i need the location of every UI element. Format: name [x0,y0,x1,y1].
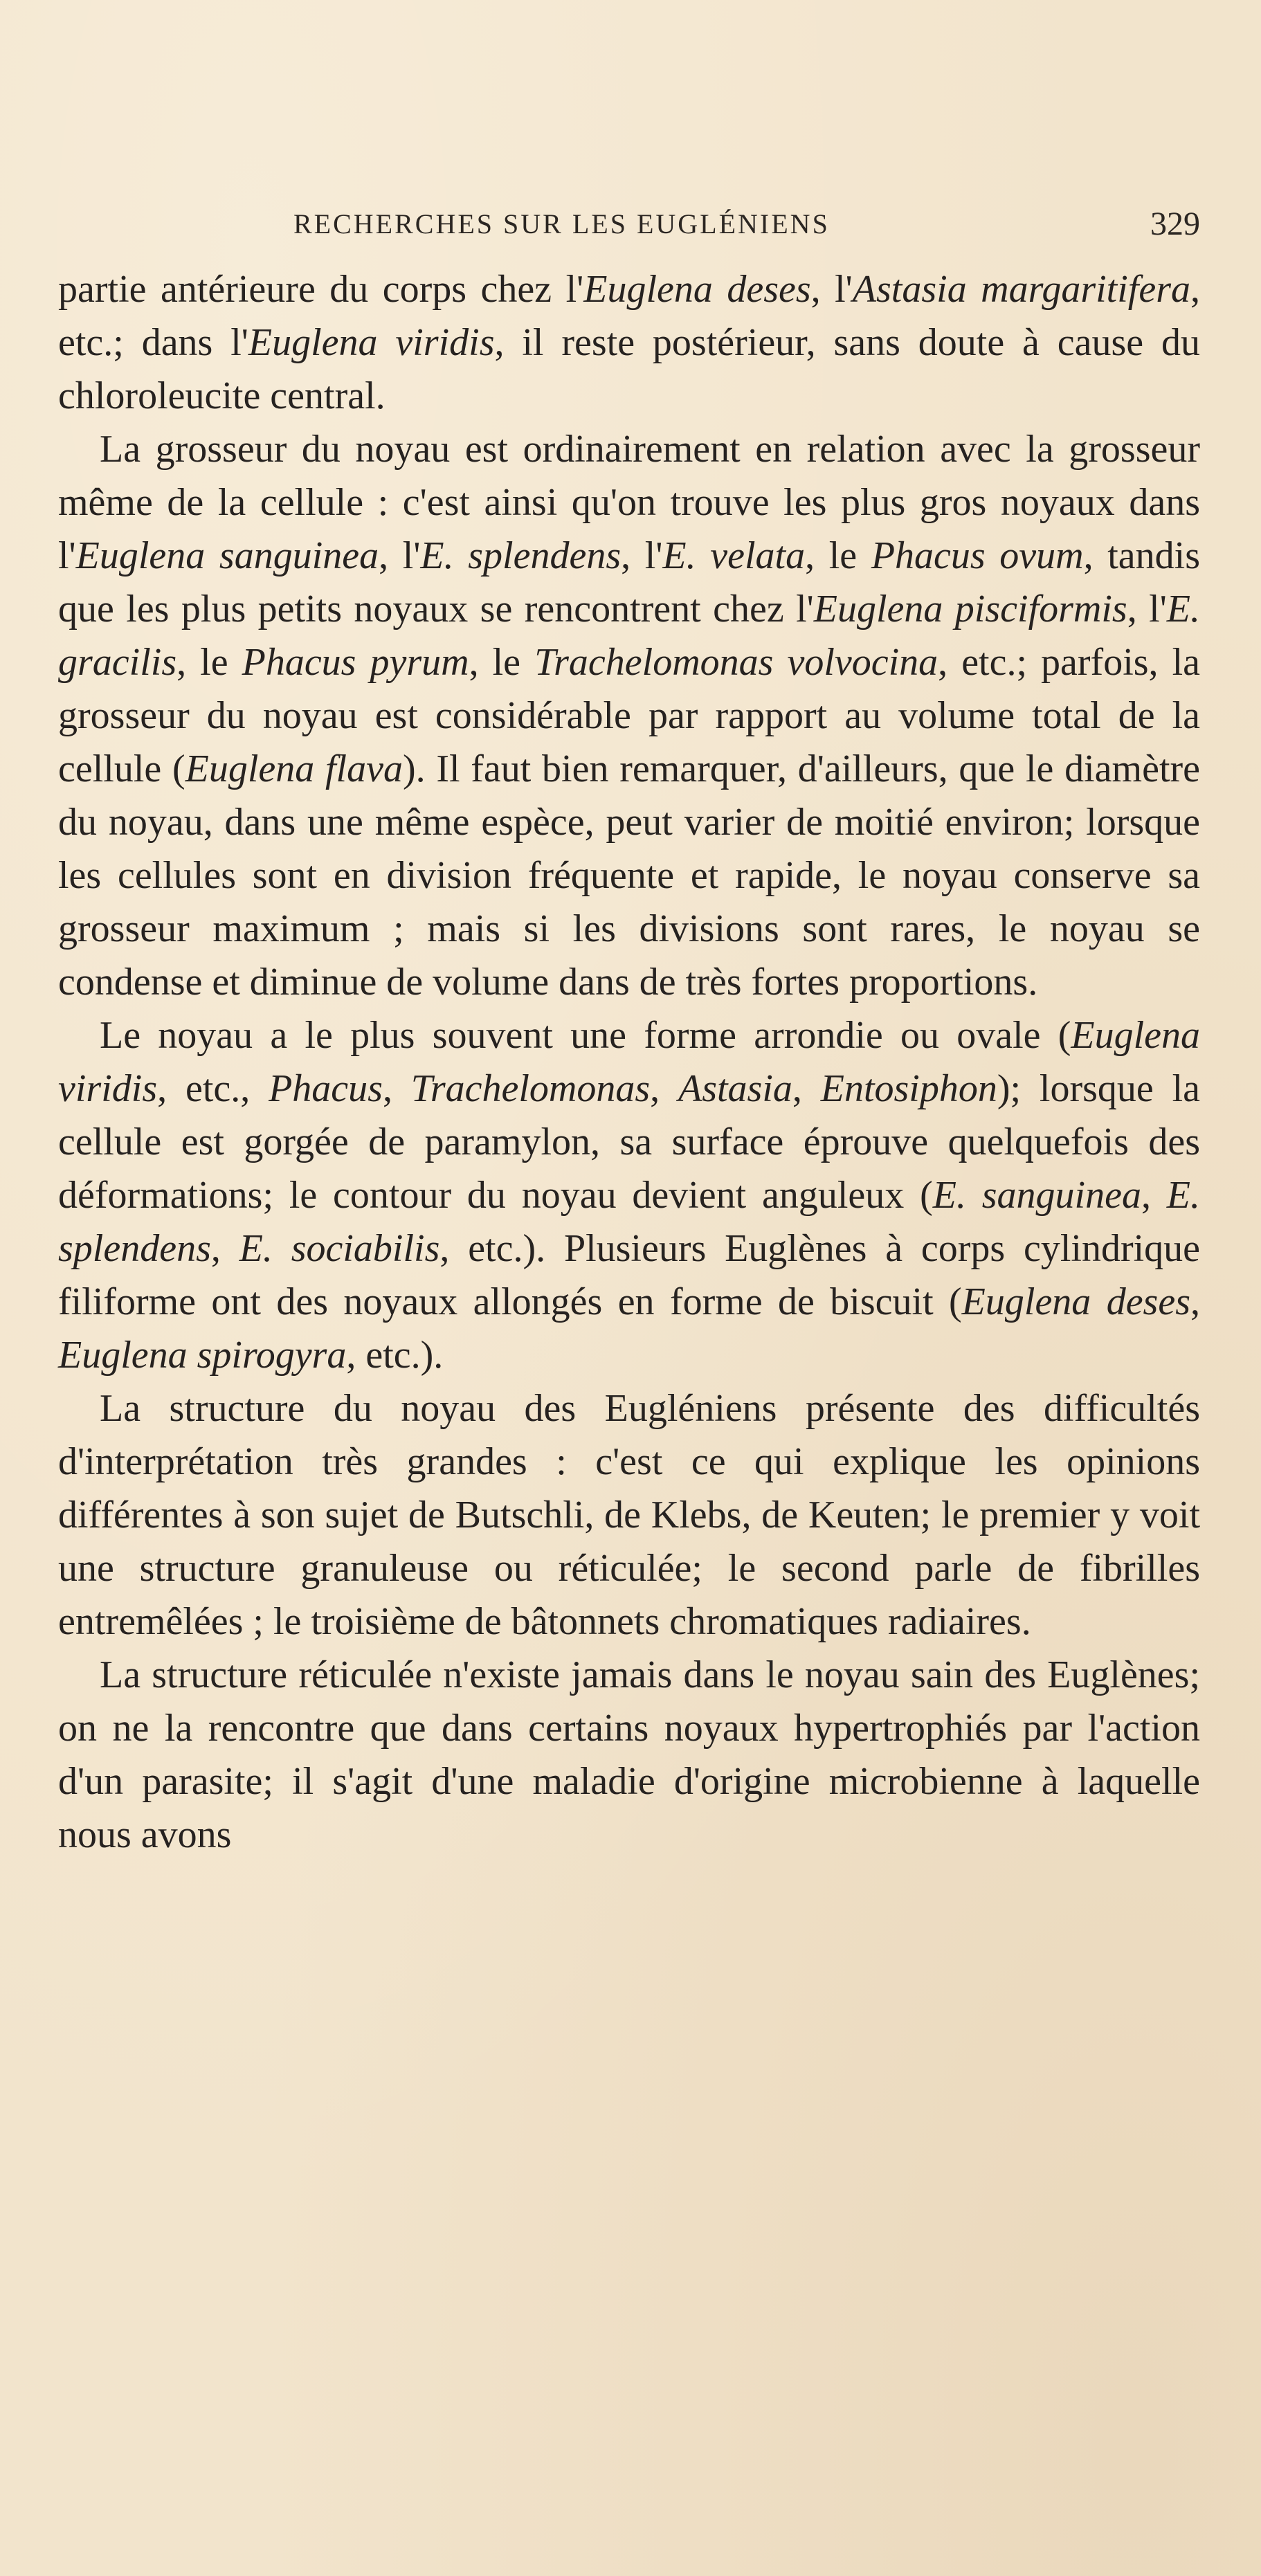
text-run: , l' [1127,588,1167,631]
text-run: , etc.; dans l' [58,268,1201,364]
italic-taxon-name: Euglena viridis [248,321,495,364]
text-run: , [1190,1280,1200,1323]
italic-taxon-name: Trachelomonas [410,1067,651,1110]
text-run: ). Il faut bien remarquer, d'ailleurs, que le diamètre du noyau, dans une même espèce, peut varier de moitié environ; lorsque les cellules sont en division fréquente et rapide, le noyau conserve sa grosseur maximum ; mais si les divisions sont rares, le noyau se condense et diminue de volume dans de très fortes proportions. [58,747,1201,1004]
text-run: , [1141,1174,1167,1217]
text-run: partie antérieure du corps chez l' [58,268,584,311]
text-run: , [792,1067,821,1110]
italic-taxon-name: Phacus pyrum [242,641,469,684]
paragraph-3 [58,1009,1200,1382]
text-run: , etc.; parfois, la grosseur du noyau est considérable par rapport au volume total de la cellule ( [58,641,1200,790]
italic-taxon-name: Trachelomonas volvocina [534,641,938,684]
text-run: , tandis que les plus petits noyaux se rencontrent chez l' [58,534,1201,631]
text-run: Le noyau a le plus souvent une forme arrondie ou ovale ( [100,1014,1071,1057]
text-run: , [382,1067,411,1110]
text-run: , le [469,641,535,684]
italic-taxon-name: Euglena pisciformis [813,588,1127,631]
italic-taxon-name: E. splendens [420,534,622,577]
text-run: , il reste postérieur, sans doute à cause du chloroleucite central. [58,321,1201,417]
italic-taxon-name: E. sanguinea [932,1174,1141,1217]
italic-taxon-name: Euglena spirogyra [58,1334,347,1377]
text-run: , [210,1227,239,1270]
italic-taxon-name: Euglena deses [961,1280,1190,1323]
text-run: , etc., [157,1067,269,1110]
text-run: La grosseur du noyau est ordinairement en relation avec la grosseur même de la cellule : c'est ainsi qu'on trouve les plus gros noyaux dans l' [58,428,1200,577]
italic-taxon-name: Phacus [269,1067,383,1110]
body-text [58,263,1200,1862]
italic-taxon-name: Astasia [678,1067,792,1110]
italic-taxon-name: Euglena deses [583,268,811,311]
italic-taxon-name: Euglena viridis [58,1014,1200,1110]
text-run: , l' [810,268,853,311]
running-title: RECHERCHES SUR LES EUGLÉNIENS [293,208,830,239]
italic-taxon-name: Euglena sanguinea [75,534,379,577]
text-run: , etc.). [346,1334,444,1377]
italic-taxon-name: E. velata [662,534,806,577]
text-run: , [650,1067,678,1110]
text-run: La structure du noyau des Eugléniens présente des difficultés d'interprétation très grandes : c'est ce qui explique les opinions différentes à son sujet de Butschli, de Klebs, de Keuten; le premier y voit une structure granuleuse ou réticulée; le second parle de fibrilles entremêlées ; le troisième de bâtonnets chromatiques radiaires. [58,1387,1200,1643]
paragraph-1 [58,263,1200,423]
italic-taxon-name: Phacus ovum [871,534,1084,577]
page-number: 329 [1150,206,1200,242]
text-run: , l' [621,534,663,577]
paragraph-2 [58,423,1200,1009]
page-header [58,208,1200,249]
italic-taxon-name: Astasia margaritifera [852,268,1191,311]
paragraph-4 [58,1382,1200,1649]
italic-taxon-name: Entosiphon [820,1067,997,1110]
text-run: , le [176,641,242,684]
italic-taxon-name: E. gracilis [58,588,1201,684]
text-run: , le [805,534,871,577]
italic-taxon-name: E. sociabilis [239,1227,440,1270]
text-run: , etc.). Plusieurs Euglènes à corps cylindrique filiforme ont des noyaux allongés en forme de biscuit ( [58,1227,1201,1323]
text-run: , l' [379,534,421,577]
paragraph-5 [58,1649,1200,1862]
italic-taxon-name: E. splendens [58,1174,1200,1270]
italic-taxon-name: Euglena flava [185,747,403,790]
text-run: ); lorsque la cellule est gorgée de paramylon, sa surface éprouve quelquefois des déformations; le contour du noyau devient anguleux ( [58,1067,1201,1217]
text-run: La structure réticulée n'existe jamais dans le noyau sain des Euglènes; on ne la rencontre que dans certains noyaux hypertrophiés par l'action d'un parasite; il s'agit d'une maladie d'origine microbienne à laquelle nous avons [58,1653,1200,1856]
